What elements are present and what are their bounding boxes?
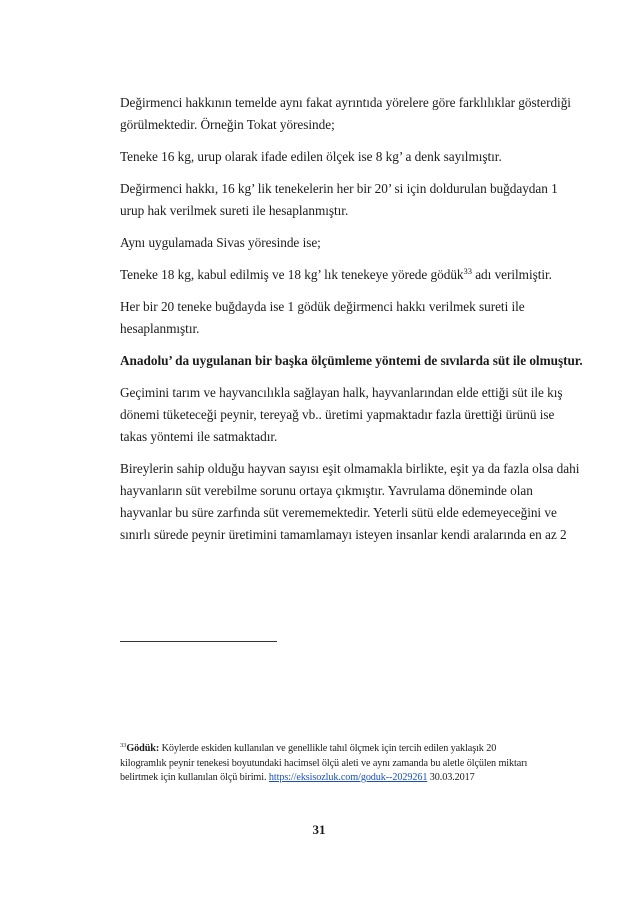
text-line: urup hak verilmek sureti ile hesaplanmıştır. [120, 203, 349, 218]
text-line: Teneke 16 kg, urup olarak ifade edilen ölçek ise 8 kg’ a denk sayılmıştır. [120, 149, 502, 164]
footnote-number: 33 [120, 742, 127, 749]
text-line: Değirmenci hakkının temelde aynı fakat ayrıntıda yörelere göre farklılıklar gösterdiği [120, 95, 571, 110]
footnote-line [120, 771, 590, 786]
text-before-footnote-ref: Teneke 18 kg, kabul edilmiş ve 18 kg’ lık tenekeye yörede gödük [120, 267, 464, 282]
text-line: hayvanlar bu süre zarfında süt verememektedir. Yeterli sütü elde edemeyeceğini ve [120, 505, 557, 520]
footnote-date: 30.03.2017 [427, 772, 475, 783]
paragraph-sivas-teneke [120, 264, 590, 286]
text-line: hesaplanmıştır. [120, 321, 200, 336]
paragraph-tokat-hak [120, 178, 590, 222]
text-line: Anadolu’ da uygulanan bir başka ölçümleme yöntemi de sıvılarda süt ile olmuştur. [120, 353, 583, 368]
paragraph-gecim [120, 382, 590, 448]
text-line [120, 264, 590, 286]
text-line: sınırlı sürede peynir üretimini tamamlamayı isteyen insanlar kendi aralarında en az 2 [120, 527, 567, 542]
paragraph-sivas-hak [120, 296, 590, 340]
footnote-source-link[interactable]: https://eksisozluk.com/goduk--2029261 [268, 772, 428, 783]
paragraph-sivas-intro [120, 232, 590, 254]
body-text [120, 92, 590, 556]
page-number: 31 [312, 822, 326, 837]
paragraph-tokat-teneke [120, 146, 590, 168]
text-line: görülmektedir. Örneğin Tokat yöresinde; [120, 117, 335, 132]
text-line: takas yöntemi ile satmaktadır. [120, 429, 278, 444]
text-line: Geçimini tarım ve hayvancılıkla sağlayan halk, hayvanlarından elde ettiği süt ile kış [120, 385, 563, 400]
paragraph-heading-sut [120, 350, 590, 372]
text-line: dönemi tüketeceği peynir, tereyağ vb.. üretimi yapmaktadır fazla ürettiği ürünü ise [120, 407, 555, 422]
footnote [120, 742, 590, 786]
text-line: hayvanların süt verebilme sorunu ortaya çıkmıştır. Yavrulama döneminde olan [120, 483, 533, 498]
text-after-footnote-ref: adı verilmiştir. [471, 267, 552, 282]
footnote-line: kilogramlık peynir tenekesi boyutundaki hacimsel ölçü aleti ve aynı zamanda bu aletle ölçülen miktarı [120, 757, 528, 769]
text-line: Bireylerin sahip olduğu hayvan sayısı eşit olmamakla birlikte, eşit ya da fazla olsa dahi [120, 461, 580, 476]
text-line: Aynı uygulamada Sivas yöresinde ise; [120, 235, 321, 250]
paragraph-tokat-intro [120, 92, 590, 136]
footnote-term: Gödük: [126, 743, 160, 754]
text-line: Değirmenci hakkı, 16 kg’ lik tenekelerin her bir 20’ si için doldurulan buğdaydan 1 [120, 181, 558, 196]
footnote-text: belirtmek için kullanılan ölçü birimi. [120, 772, 269, 783]
footnote-separator [120, 641, 277, 642]
text-line: Her bir 20 teneke buğdayda ise 1 gödük değirmenci hakkı verilmek sureti ile [120, 299, 525, 314]
paragraph-bireyler [120, 458, 590, 546]
footnote-text: Köylerde eskiden kullanılan ve genellikle tahıl ölçmek için tercih edilen yaklaşık 20 [159, 743, 497, 754]
footnote-reference[interactable]: 33 [463, 266, 472, 276]
footnote-line [120, 742, 590, 757]
